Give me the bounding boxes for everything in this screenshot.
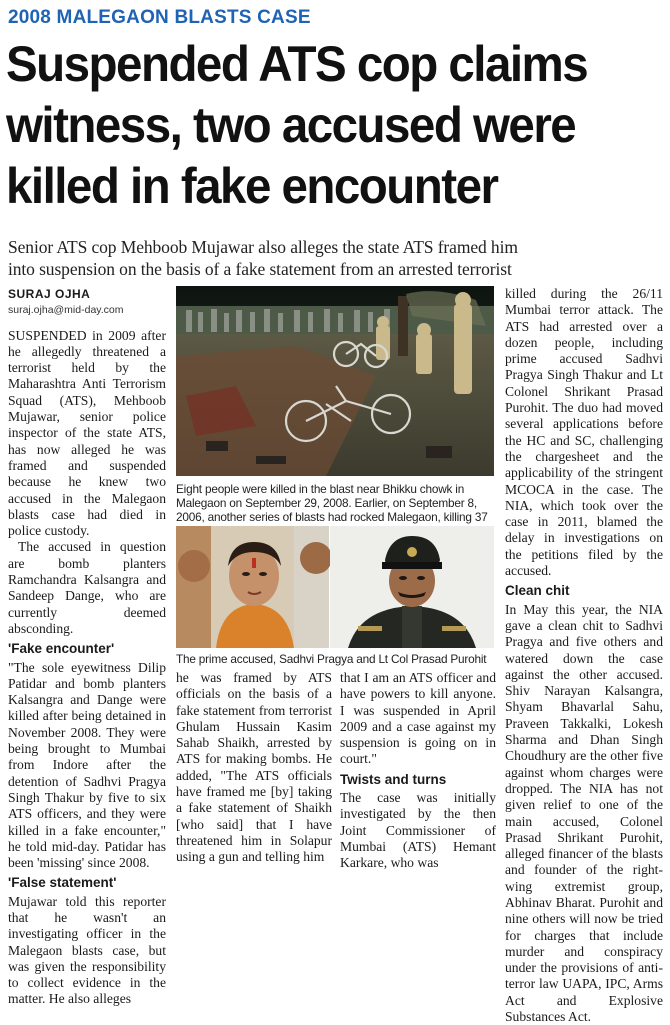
paragraph: SUSPENDED in 2009 after he allegedly threatened a terrorist held by the Maharashtra Anti Terrorism Squad (ATS), Mehboob Mujawar, senior police inspector of the state ATS, has now alleged he was framed and suspended because he knew two accused in the Malegaon blasts case had died in police custody. xyxy=(8,327,166,539)
subhead-false-statement: 'False statement' xyxy=(8,875,117,891)
paragraph: Mujawar told this reporter that he wasn't an investigating officer in the Malegaon blasts case, but was given the responsibility to collect evidence in the matter. He also alleges xyxy=(8,893,166,1007)
article-column-1 xyxy=(8,286,166,1008)
paragraph: that I am an ATS officer and have powers to kill anyone. I was suspended in April 2009 and a case against my suspension is going on in court." xyxy=(340,670,496,767)
headline xyxy=(6,34,633,217)
blast-scene-photo xyxy=(176,286,494,476)
accused-photo-caption: The prime accused, Sadhvi Pragya and Lt Col Prasad Purohit xyxy=(176,652,487,666)
article-column-3 xyxy=(340,670,496,872)
article-column-2 xyxy=(176,670,332,866)
purohit-photo xyxy=(330,526,494,648)
deck xyxy=(8,236,668,280)
paragraph: killed during the 26/11 Mumbai terror attack. The ATS had arrested over a dozen people, including prime accused Sadhvi Pragya Singh Thakur and Lt Colonel Shrikant Prasad Purohit. The duo had moved several applications before the HC and SC, challenging the chargesheet and the applicability of the stringent MCOCA in the case. The NIA, which took over the case in 2011, blamed the delay in investigations on the petitions filed by the accused. xyxy=(505,286,663,579)
headline-line-3: killed in fake encounter xyxy=(6,158,498,214)
paragraph: In May this year, the NIA gave a clean chit to Sadhvi Pragya and five others and watered down the case against the other accused. Shiv Narayan Kalsangra, Shyam Bhavarlal Sahu, Praveen Takkalki, Lokesh Sharma and Dhan Singh Choudhury are the other five against whom charges were dropped. The NIA has not given relief to one of the main accused, Colonel Prasad Shrikant Purohit, alleged financer of the blasts and founder of the right-wing extremist group, Abhinav Bharat. Purohit and nine others will now be tried for charges that include murder and conspiracy under the provisions of anti-terror law UAPA, IPC, Arms Act and Explosive Substances Act. xyxy=(505,601,663,1025)
paragraph: he was framed by ATS officials on the basis of a fake statement from terrorist Ghulam Hussain Kasim Sahab Shaikh, arrested by ATS for making bombs. He added, "The ATS officials have framed me [by] taking a fake statement of Shaikh [who said] that I have threatened him in Solapur using a gun and telling him xyxy=(176,670,332,865)
paragraph: The accused in question are bomb planters Ramchandra Kalsangra and Sandeep Dange, who are currently deemed absconding. xyxy=(8,539,166,636)
blast-photo-caption: Eight people were killed in the blast near Bhikku chowk in Malegaon on September 29, 2008. Earlier, on September 8, 2006, another series of blasts had rocked Malegaon, killing 37 xyxy=(176,482,488,524)
deck-line-1: Senior ATS cop Mehboob Mujawar also alleges the state ATS framed him xyxy=(8,237,518,257)
section-kicker: 2008 MALEGAON BLASTS CASE xyxy=(8,7,311,28)
headline-line-2: witness, two accused were xyxy=(6,97,576,153)
paragraph: "The sole eyewitness Dilip Patidar and bomb planters Kalsangra and Dange were killed after being detained in November 2008. They were being brought to Mumbai from Indore after the detention of Sadhvi Pragya Singh Thakur by five to six ATS officers, and they were killed in a fake encounter," he told mid-day. Patidar has been 'missing' since 2008. xyxy=(8,659,166,871)
sadhvi-pragya-image xyxy=(176,526,329,648)
article-column-4 xyxy=(505,286,663,1025)
sadhvi-pragya-photo xyxy=(176,526,329,648)
blast-scene-image xyxy=(176,286,494,476)
byline-email: suraj.ojha@mid-day.com xyxy=(8,304,124,317)
paragraph: The case was initially investigated by the then Joint Commissioner of Mumbai (ATS) Hemant Karkare, who was xyxy=(340,790,496,871)
subhead-twists-and-turns: Twists and turns xyxy=(340,771,447,787)
subhead-clean-chit: Clean chit xyxy=(505,583,570,599)
byline-name: SURAJ OJHA xyxy=(8,287,91,301)
deck-line-2: into suspension on the basis of a fake statement from an arrested terrorist xyxy=(8,259,512,279)
headline-line-1: Suspended ATS cop claims xyxy=(6,36,588,92)
subhead-fake-encounter: 'Fake encounter' xyxy=(8,641,115,657)
purohit-image xyxy=(330,526,494,648)
